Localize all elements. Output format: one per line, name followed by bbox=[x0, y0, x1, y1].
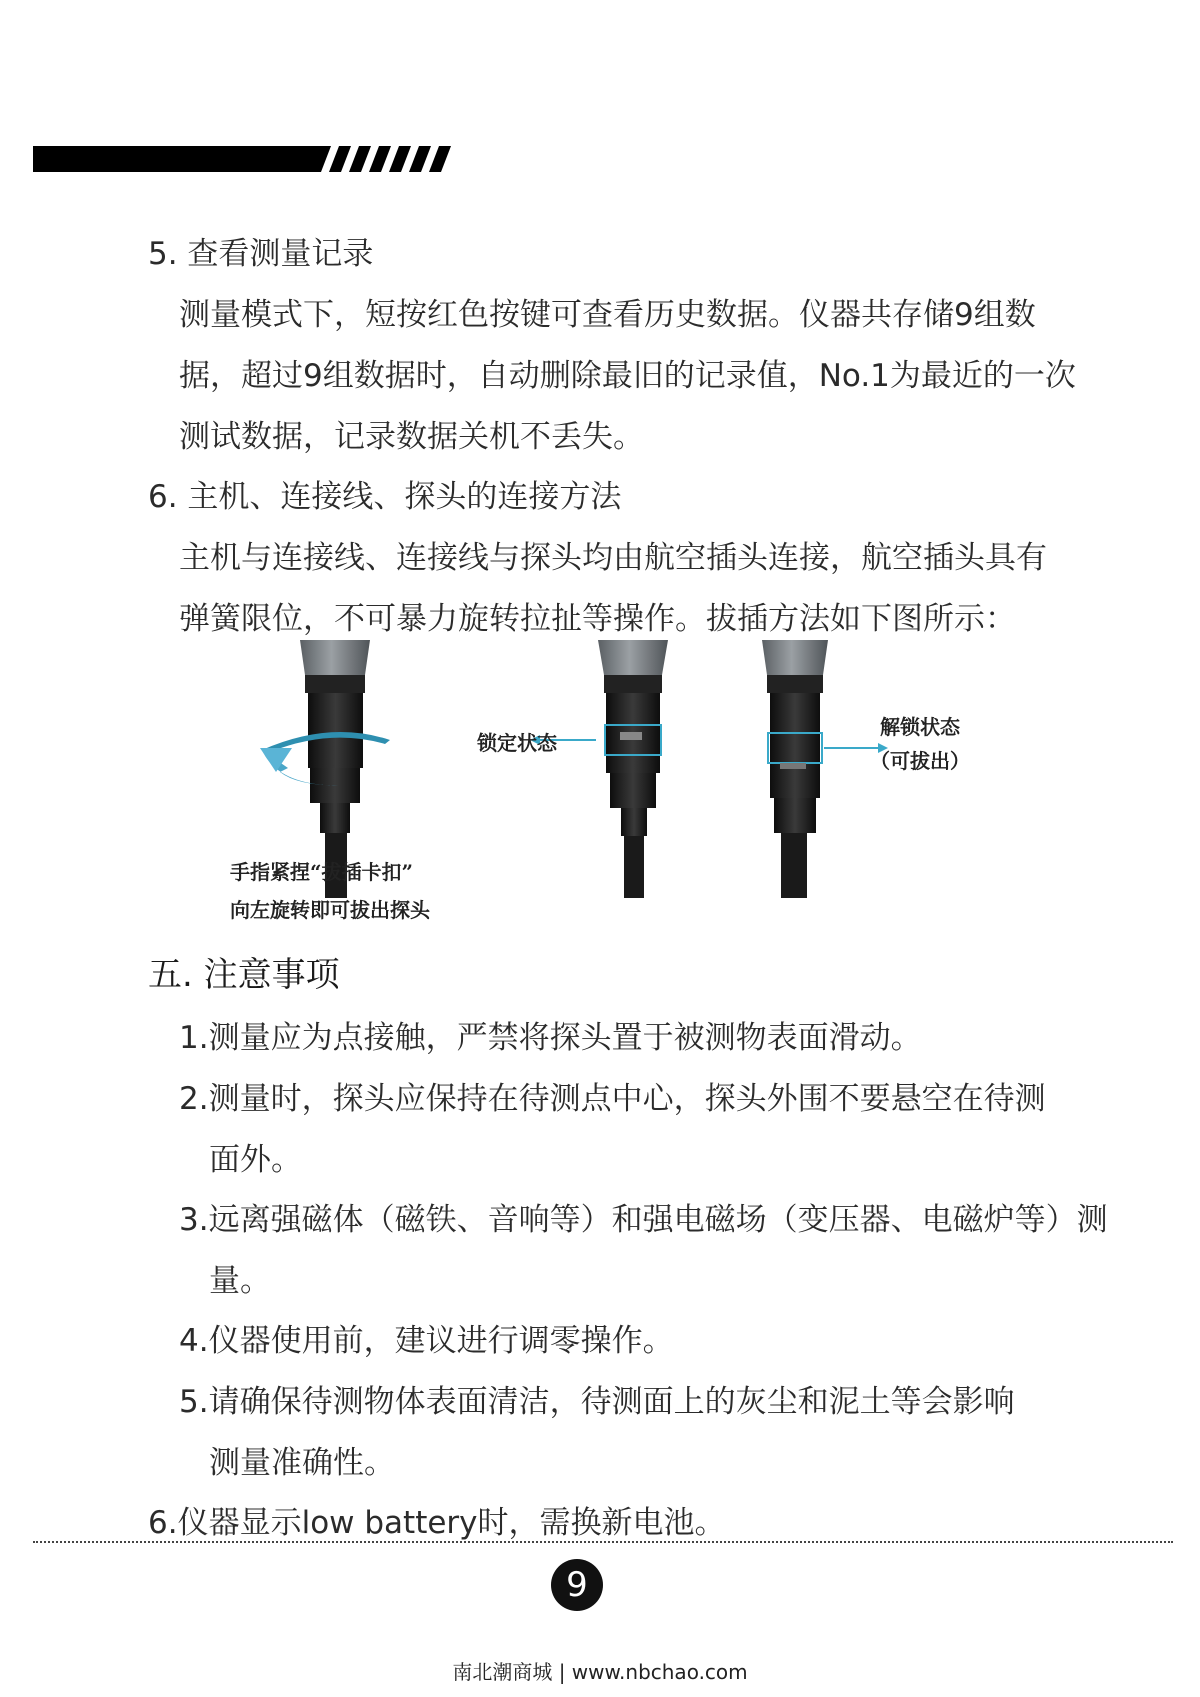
note-item: 2.测量时，探头应保持在待测点中心，探头外围不要悬空在待测 bbox=[179, 1081, 1046, 1117]
connector-photos bbox=[180, 640, 1060, 930]
notes-title: 五. 注意事项 bbox=[148, 955, 340, 995]
label-locked: 锁定状态 bbox=[477, 731, 557, 755]
note-item: 3.远离强磁体（磁铁、音响等）和强电磁场（变压器、电磁炉等）测 bbox=[179, 1202, 1108, 1238]
section-5-line: 测试数据，记录数据关机不丢失。 bbox=[179, 419, 644, 455]
footer-text: 南北潮商城 | www.nbchao.com bbox=[452, 1660, 748, 1684]
label-unlocked-sub: （可拔出） bbox=[870, 749, 970, 773]
label-unlocked: 解锁状态 bbox=[880, 715, 960, 739]
section-5-line: 测量模式下，短按红色按键可查看历史数据。仪器共存储9组数 bbox=[179, 297, 1036, 333]
divider bbox=[33, 1541, 1173, 1543]
note-item: 测量准确性。 bbox=[209, 1445, 395, 1481]
note-item: 4.仪器使用前，建议进行调零操作。 bbox=[179, 1323, 674, 1359]
section-5-line: 据，超过9组数据时，自动删除最旧的记录值，No.1为最近的一次 bbox=[179, 358, 1076, 394]
section-5-title: 5. 查看测量记录 bbox=[148, 236, 374, 272]
page-number: 9 bbox=[551, 1559, 603, 1611]
connector-figure bbox=[180, 640, 1060, 930]
header-stripe-bar bbox=[33, 146, 453, 172]
note-item: 1.测量应为点接触，严禁将探头置于被测物表面滑动。 bbox=[179, 1020, 922, 1056]
section-6-title: 6. 主机、连接线、探头的连接方法 bbox=[148, 479, 622, 515]
note-item: 量。 bbox=[209, 1263, 271, 1299]
note-item: 5.请确保待测物体表面清洁，待测面上的灰尘和泥土等会影响 bbox=[179, 1384, 1015, 1420]
caption-line: 手指紧捏“拔插卡扣” bbox=[230, 860, 414, 884]
section-6-line: 主机与连接线、连接线与探头均由航空插头连接，航空插头具有 bbox=[179, 540, 1047, 576]
caption-line: 向左旋转即可拔出探头 bbox=[230, 898, 430, 922]
note-item: 面外。 bbox=[209, 1142, 302, 1178]
connector-2 bbox=[530, 640, 668, 898]
note-item: 6.仪器显示low battery时，需换新电池。 bbox=[148, 1505, 726, 1541]
section-6-line: 弹簧限位，不可暴力旋转拉扯等操作。拔插方法如下图所示： bbox=[179, 601, 1016, 637]
